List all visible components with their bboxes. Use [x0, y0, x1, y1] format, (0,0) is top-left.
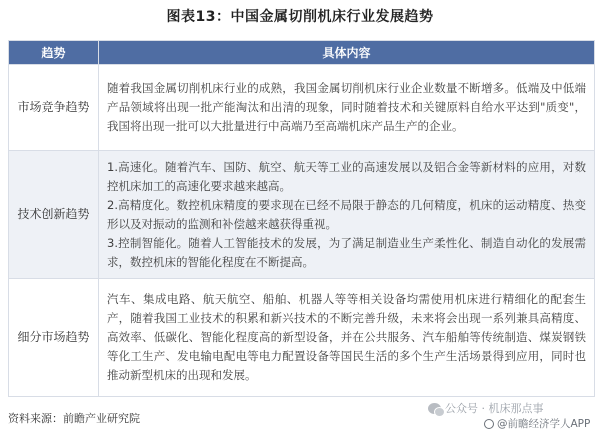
table-row — [9, 65, 595, 151]
header-trend: 趋势 — [9, 41, 99, 65]
content-paragraph: 2.高精度化。数控机床精度的要求现在已经不局限于静态的几何精度，机床的运动精度、热变形以及对振动的监测和补偿越来越获得重视。 — [107, 197, 586, 231]
content-cell — [99, 151, 595, 279]
content-paragraph: 1.高速化。随着汽车、国防、航空、航天等工业的高速发展以及铝合金等新材料的应用，对数控机床加工的高速化要求越来越高。 — [107, 159, 586, 193]
table-row — [9, 279, 595, 397]
source-note: 资料来源：前瞻产业研究院 — [8, 412, 140, 425]
content-paragraph: 3.控制智能化。随着人工智能技术的发展，为了满足制造业生产柔性化、制造自动化的发展需求，数控机床的智能化程度在不断提高。 — [107, 235, 586, 269]
header-content: 具体内容 — [99, 41, 595, 65]
app-mark-text: @前瞻经济学人APP — [497, 418, 591, 430]
app-watermark — [484, 416, 590, 431]
app-logo-icon — [484, 419, 494, 429]
trend-cell: 市场竞争趋势 — [9, 65, 99, 151]
figure-title: 图表13：中国金属切削机床行业发展趋势 — [166, 9, 434, 25]
wechat-icon — [428, 403, 441, 414]
content-paragraph: 汽车、集成电路、航天航空、船舶、机器人等等相关设备均需使用机床进行精细化的配套生产，随着我国工业技术的积累和新兴技术的不断完善升级，未来将会出现一系列兼具高精度、高效率、低碳化、智能化程度高的新型设备，并在公共服务、汽车船舶等传统制造、煤炭钢铁等化工生产、发电输电配电等电力配置设备等国民生活的多个生产生活场景得到应用，同时也推动新型机床的出现和发展。 — [107, 292, 586, 382]
content-cell — [99, 65, 595, 151]
trend-cell: 技术创新趋势 — [9, 151, 99, 279]
table-row — [9, 151, 595, 279]
content-paragraph: 随着我国金属切削机床行业的成熟，我国金属切削机床行业企业数量不断增多。低端及中低端产品领域将出现一批产能淘汰和出清的现象，同时随着技术和关键原料自给水平达到"质变"，我国将出现一批可以大批量进行中高端乃至高端机床产品生产的企业。 — [107, 81, 586, 133]
table-header-row — [9, 41, 595, 65]
trend-table — [8, 40, 595, 397]
content-cell — [99, 279, 595, 397]
trend-cell: 细分市场趋势 — [9, 279, 99, 397]
wechat-mark-text: 公众号 · 机床那点事 — [445, 402, 544, 415]
wechat-watermark — [428, 400, 544, 416]
